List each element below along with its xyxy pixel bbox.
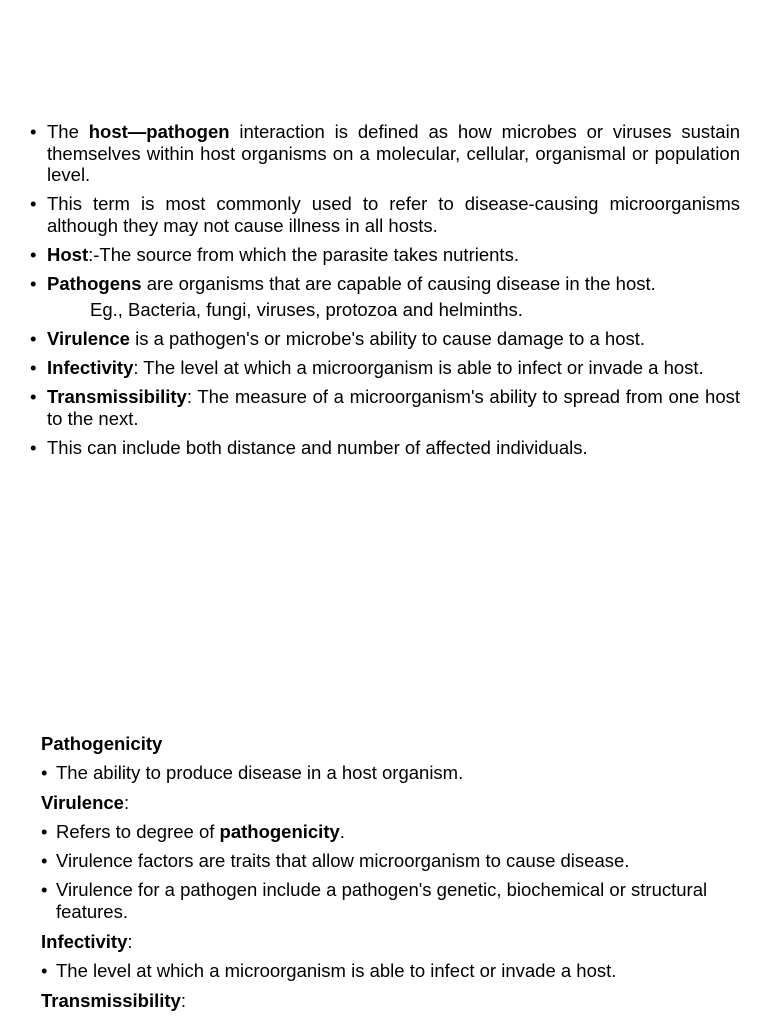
list-item: • Virulence factors are traits that allow microorganism to cause disease. (41, 850, 630, 871)
bullet-icon: • (41, 762, 48, 783)
bullet-infectivity: • Infectivity: The level at which a microorganism is able to infect or invade a host. (30, 357, 704, 378)
section-virulence (41, 792, 731, 930)
bullet-virulence: • Virulence is a pathogen's or microbe's ability to cause damage to a host. (30, 328, 646, 349)
bullet-host: • Host:-The source from which the parasite takes nutrients. (30, 243, 519, 265)
bullet-icon: • (30, 243, 37, 265)
slide-pathogenicity (0, 725, 768, 1024)
bullet-pathogens: • Pathogens are organisms that are capable of causing disease in the host. (30, 272, 656, 294)
bullet-list-definitions (30, 121, 740, 466)
list-item: • Virulence for a pathogen include a pathogen's genetic, biochemical or structural features. (41, 879, 708, 922)
list-item: • Refers to degree of pathogenicity. (41, 821, 345, 842)
heading-virulence: Virulence: (41, 792, 130, 813)
bullet-icon: • (30, 436, 37, 458)
bullet-icon: • (30, 328, 37, 349)
heading-transmissibility: Transmissibility: (41, 990, 186, 1011)
bullet-distance: • This can include both distance and number of affected individuals. (30, 436, 588, 458)
bullet-icon: • (30, 272, 37, 294)
section-infectivity (41, 931, 731, 989)
bullet-icon: • (30, 193, 37, 214)
bullet-host-pathogen: • The host—pathogen interaction is defined as how microbes or viruses sustain themselves within host organisms on a molecular, cellular, organismal or population level. (30, 121, 740, 185)
bullet-icon: • (41, 850, 48, 871)
bullet-icon: • (41, 879, 48, 900)
list-item: • The level at which a microorganism is able to infect or invade a host. (41, 960, 617, 981)
heading-pathogenicity: Pathogenicity (41, 733, 163, 754)
section-pathogenicity (41, 733, 731, 791)
pathogen-examples: Eg., Bacteria, fungi, viruses, protozoa and helminths. (90, 298, 523, 320)
bullet-icon: • (30, 357, 37, 378)
heading-infectivity: Infectivity: (41, 931, 133, 952)
bullet-icon: • (30, 121, 37, 142)
bullet-icon: • (41, 960, 48, 981)
bullet-transmissibility: • Transmissibility: The measure of a microorganism's ability to spread from one host to the next. (30, 386, 740, 429)
bullet-icon: • (41, 821, 48, 842)
list-item: • The ability to produce disease in a host organism. (41, 762, 464, 783)
bullet-icon: • (30, 386, 37, 407)
bullet-term-usage: • This term is most commonly used to refer to disease-causing microorganisms although they may not cause illness in all hosts. (30, 193, 740, 236)
section-transmissibility (41, 990, 731, 1019)
